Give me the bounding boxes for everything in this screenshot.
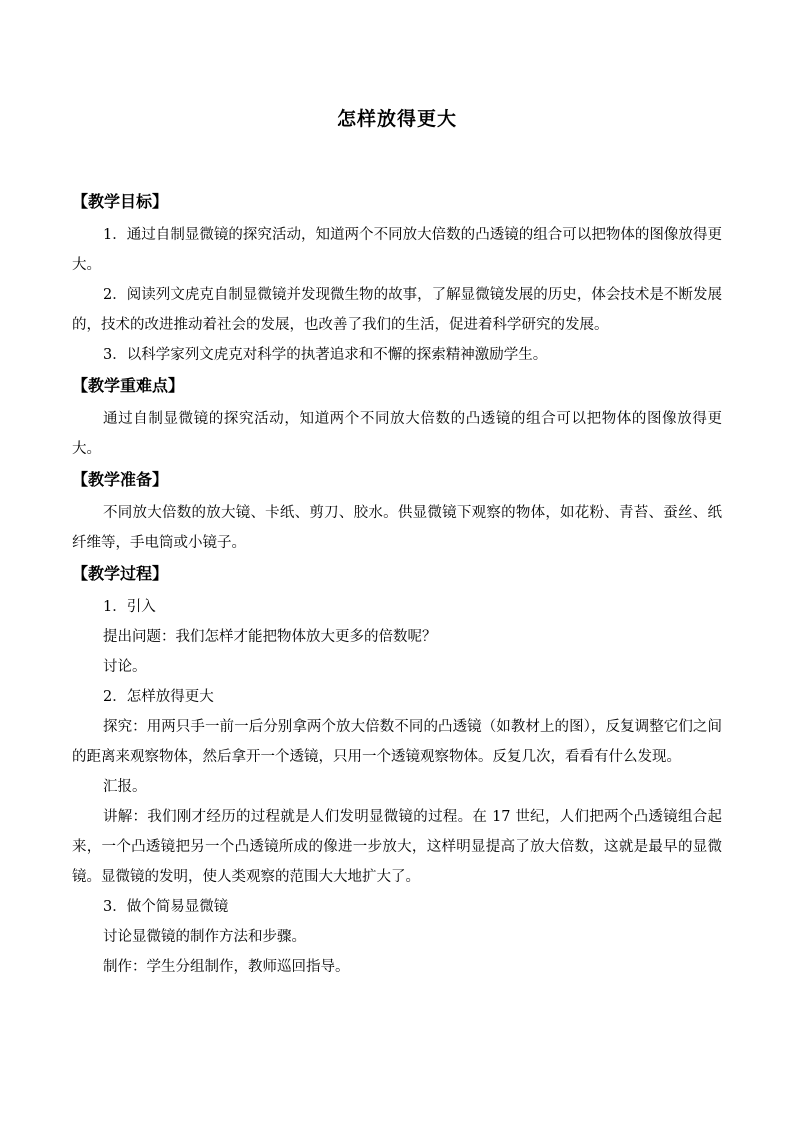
goal-item-1: 1．通过自制显微镜的探究活动，知道两个不同放大倍数的凸透镜的组合可以把物体的图像放得更大。	[72, 227, 722, 273]
process-step-heading-3: 3．做个简易显微镜	[103, 899, 229, 915]
section-heading-goals: 【教学目标】	[72, 192, 169, 211]
process-line: 讨论显微镜的制作方法和步骤。	[103, 929, 306, 945]
section-heading-preparation: 【教学准备】	[72, 470, 169, 489]
section-heading-process: 【教学过程】	[72, 564, 169, 583]
process-line: 提出问题：我们怎样才能把物体放大更多的倍数呢？	[103, 629, 437, 645]
process-line: 讲解：我们刚才经历的过程就是人们发明显微镜的过程。在 17 世纪，人们把两个凸透镜组合起来，一个凸透镜把另一个凸透镜所成的像进一步放大，这样明显提高了放大倍数，这就是最早的显微镜。显微镜的发明，使人类观察的范围大大地扩大了。	[72, 809, 722, 885]
section-heading-key-points: 【教学重难点】	[72, 376, 185, 395]
goal-item-2: 2．阅读列文虎克自制显微镜并发现微生物的故事，了解显微镜发展的历史，体会技术是不断发展的，技术的改进推动着社会的发展，也改善了我们的生活，促进着科学研究的发展。	[72, 287, 722, 333]
page-title: 怎样放得更大	[336, 108, 457, 130]
process-step-heading-1: 1．引入	[103, 599, 156, 615]
process-line: 汇报。	[103, 779, 147, 795]
key-points-text: 通过自制显微镜的探究活动，知道两个不同放大倍数的凸透镜的组合可以把物体的图像放得更大。	[72, 411, 722, 457]
process-line: 制作：学生分组制作，教师巡回指导。	[103, 959, 350, 975]
preparation-text: 不同放大倍数的放大镜、卡纸、剪刀、胶水。供显微镜下观察的物体，如花粉、青苔、蚕丝、纸纤维等，手电筒或小镜子。	[72, 505, 722, 551]
process-line: 讨论。	[103, 659, 147, 675]
process-line: 探究：用两只手一前一后分别拿两个放大倍数不同的凸透镜（如教材上的图），反复调整它们之间的距离来观察物体，然后拿开一个透镜，只用一个透镜观察物体。反复几次，看看有什么发现。	[72, 719, 722, 765]
goal-item-3: 3．以科学家列文虎克对科学的执著追求和不懈的探索精神激励学生。	[103, 347, 548, 363]
process-step-heading-2: 2．怎样放得更大	[103, 689, 214, 705]
document-body	[72, 186, 722, 982]
